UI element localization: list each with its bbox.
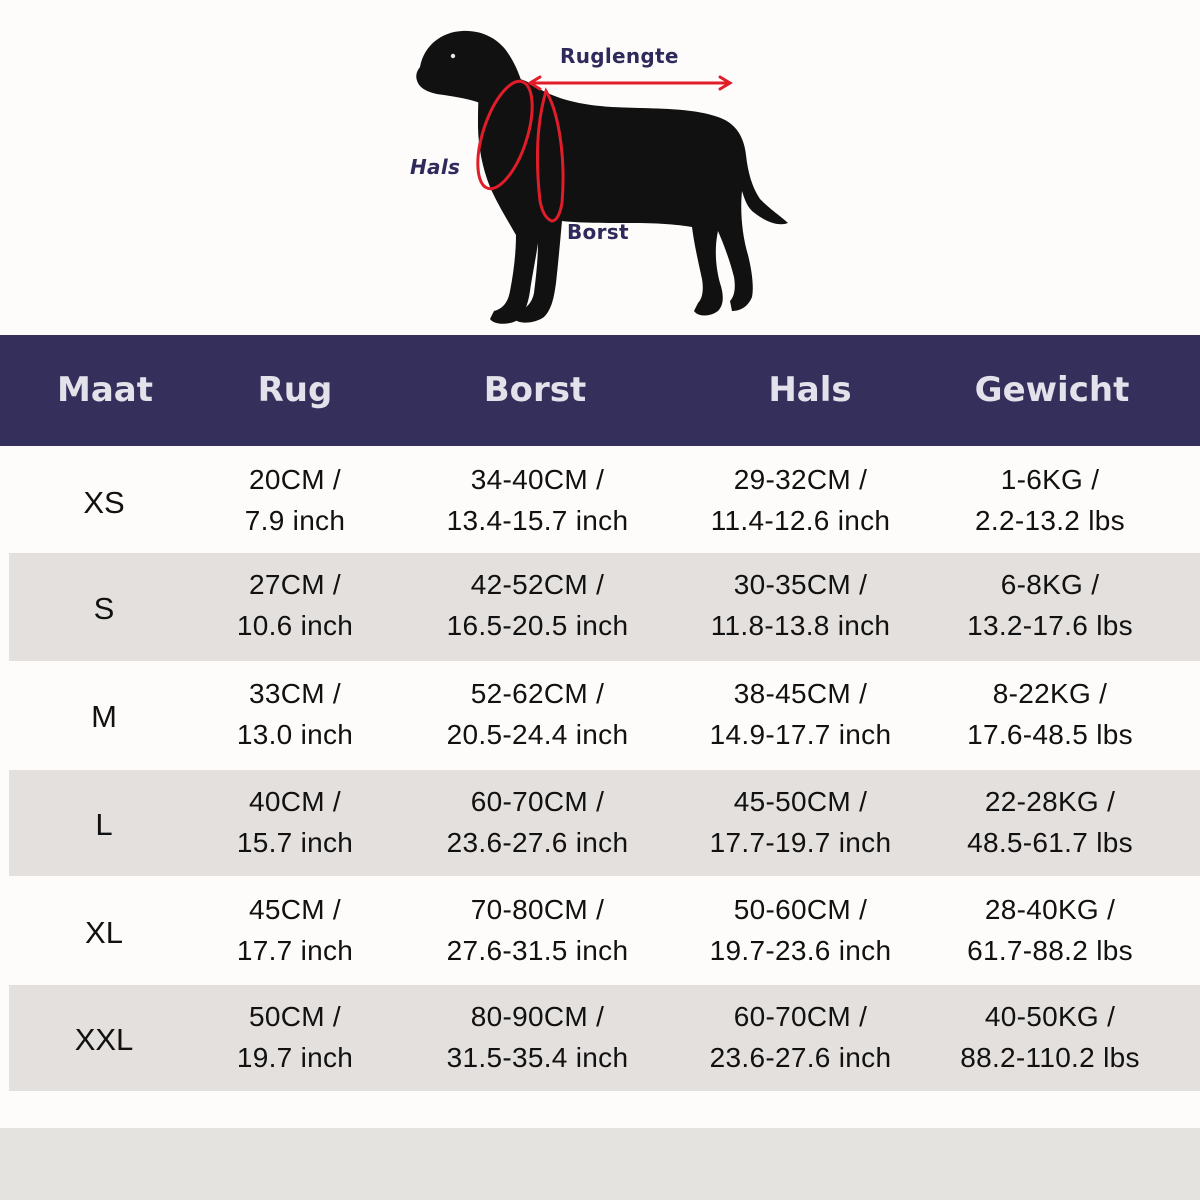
cell-back xyxy=(190,985,400,1091)
table-row xyxy=(0,878,1200,983)
cell-neck-metric: 50-60CM / xyxy=(733,894,868,925)
back-length-label: Ruglengte xyxy=(560,44,679,68)
cell-back-imperial: 15.7 inch xyxy=(236,827,354,858)
cell-back-metric: 50CM / xyxy=(248,1001,342,1032)
cell-back xyxy=(190,878,400,983)
cell-back-imperial: 19.7 inch xyxy=(236,1042,354,1073)
cell-chest-imperial: 23.6-27.6 inch xyxy=(446,827,629,858)
cell-chest-metric: 34-40CM / xyxy=(470,464,605,495)
table-row xyxy=(9,985,1200,1091)
cell-neck xyxy=(688,770,913,876)
cell-weight-metric: 8-22KG / xyxy=(992,678,1108,709)
cell-chest xyxy=(425,985,650,1091)
cell-back xyxy=(190,662,400,768)
cell-neck-metric: 38-45CM / xyxy=(733,678,868,709)
table-row xyxy=(9,770,1200,876)
cell-chest-metric: 60-70CM / xyxy=(470,786,605,817)
cell-neck xyxy=(688,448,913,553)
cell-chest xyxy=(425,662,650,768)
cell-neck-imperial: 11.8-13.8 inch xyxy=(710,610,891,641)
cell-weight xyxy=(935,448,1165,553)
cell-chest-metric: 80-90CM / xyxy=(470,1001,605,1032)
cell-chest-imperial: 13.4-15.7 inch xyxy=(446,505,629,536)
cell-weight xyxy=(935,985,1165,1091)
table-row xyxy=(0,662,1200,768)
cell-weight-imperial: 2.2-13.2 lbs xyxy=(975,505,1125,536)
cell-neck xyxy=(688,878,913,983)
cell-weight-metric: 22-28KG / xyxy=(984,786,1116,817)
cell-back-metric: 20CM / xyxy=(248,464,342,495)
cell-chest xyxy=(425,553,650,661)
dog-measurement-diagram xyxy=(380,15,820,335)
cell-chest-imperial: 20.5-24.4 inch xyxy=(446,719,629,750)
cell-weight-imperial: 48.5-61.7 lbs xyxy=(967,827,1133,858)
cell-neck-imperial: 14.9-17.7 inch xyxy=(709,719,892,750)
cell-weight xyxy=(935,770,1165,876)
cell-neck xyxy=(688,985,913,1091)
cell-back-metric: 40CM / xyxy=(248,786,342,817)
cell-back-imperial: 17.7 inch xyxy=(236,935,354,966)
cell-neck-metric: 45-50CM / xyxy=(733,786,868,817)
cell-weight-imperial: 88.2-110.2 lbs xyxy=(960,1042,1140,1073)
cell-back-imperial: 13.0 inch xyxy=(236,719,354,750)
size-table-header xyxy=(0,335,1200,446)
header-neck: Hals xyxy=(768,370,852,410)
cell-size: S xyxy=(93,591,115,626)
cell-neck-imperial: 23.6-27.6 inch xyxy=(709,1042,892,1073)
cell-size: XXL xyxy=(74,1022,134,1057)
cell-neck-imperial: 19.7-23.6 inch xyxy=(709,935,892,966)
cell-weight-metric: 6-8KG / xyxy=(1000,569,1100,600)
cell-weight-imperial: 61.7-88.2 lbs xyxy=(967,935,1133,966)
cell-chest-metric: 70-80CM / xyxy=(470,894,605,925)
cell-chest-imperial: 27.6-31.5 inch xyxy=(446,935,629,966)
cell-chest-imperial: 16.5-20.5 inch xyxy=(446,610,629,641)
cell-neck-metric: 30-35CM / xyxy=(733,569,868,600)
header-weight: Gewicht xyxy=(974,370,1130,410)
cell-weight xyxy=(935,662,1165,768)
cell-weight-metric: 1-6KG / xyxy=(1000,464,1100,495)
cell-back xyxy=(190,448,400,553)
cell-back-metric: 33CM / xyxy=(248,678,342,709)
cell-back xyxy=(190,770,400,876)
cell-weight-metric: 40-50KG / xyxy=(984,1001,1116,1032)
cell-weight-imperial: 13.2-17.6 lbs xyxy=(967,610,1133,641)
cell-back-imperial: 10.6 inch xyxy=(236,610,354,641)
cell-neck-metric: 60-70CM / xyxy=(733,1001,868,1032)
cell-neck-metric: 29-32CM / xyxy=(733,464,868,495)
cell-size: L xyxy=(95,807,113,842)
chest-label: Borst xyxy=(567,220,629,244)
cell-weight xyxy=(935,553,1165,661)
cell-chest xyxy=(425,770,650,876)
cell-chest-metric: 52-62CM / xyxy=(470,678,605,709)
neck-label: Hals xyxy=(410,155,461,179)
cell-size: XS xyxy=(83,484,125,520)
cell-neck xyxy=(688,662,913,768)
cell-weight xyxy=(935,878,1165,983)
cell-size: XL xyxy=(85,914,123,950)
cell-neck-imperial: 11.4-12.6 inch xyxy=(710,505,891,536)
table-row xyxy=(0,448,1200,553)
cell-chest xyxy=(425,878,650,983)
cell-size: M xyxy=(91,699,117,734)
cell-neck xyxy=(688,553,913,661)
header-chest: Borst xyxy=(483,370,587,410)
cell-chest xyxy=(425,448,650,553)
table-row xyxy=(9,553,1200,661)
cell-weight-metric: 28-40KG / xyxy=(984,894,1116,925)
cell-back-imperial: 7.9 inch xyxy=(244,505,346,536)
cell-weight-imperial: 17.6-48.5 lbs xyxy=(967,719,1133,750)
cell-chest-metric: 42-52CM / xyxy=(470,569,605,600)
cell-back xyxy=(190,553,400,661)
header-size: Maat xyxy=(57,370,153,410)
cell-chest-imperial: 31.5-35.4 inch xyxy=(446,1042,629,1073)
cell-back-metric: 45CM / xyxy=(248,894,342,925)
cell-neck-imperial: 17.7-19.7 inch xyxy=(709,827,892,858)
header-back: Rug xyxy=(257,370,333,410)
cell-back-metric: 27CM / xyxy=(248,569,342,600)
bottom-band xyxy=(0,1128,1200,1200)
